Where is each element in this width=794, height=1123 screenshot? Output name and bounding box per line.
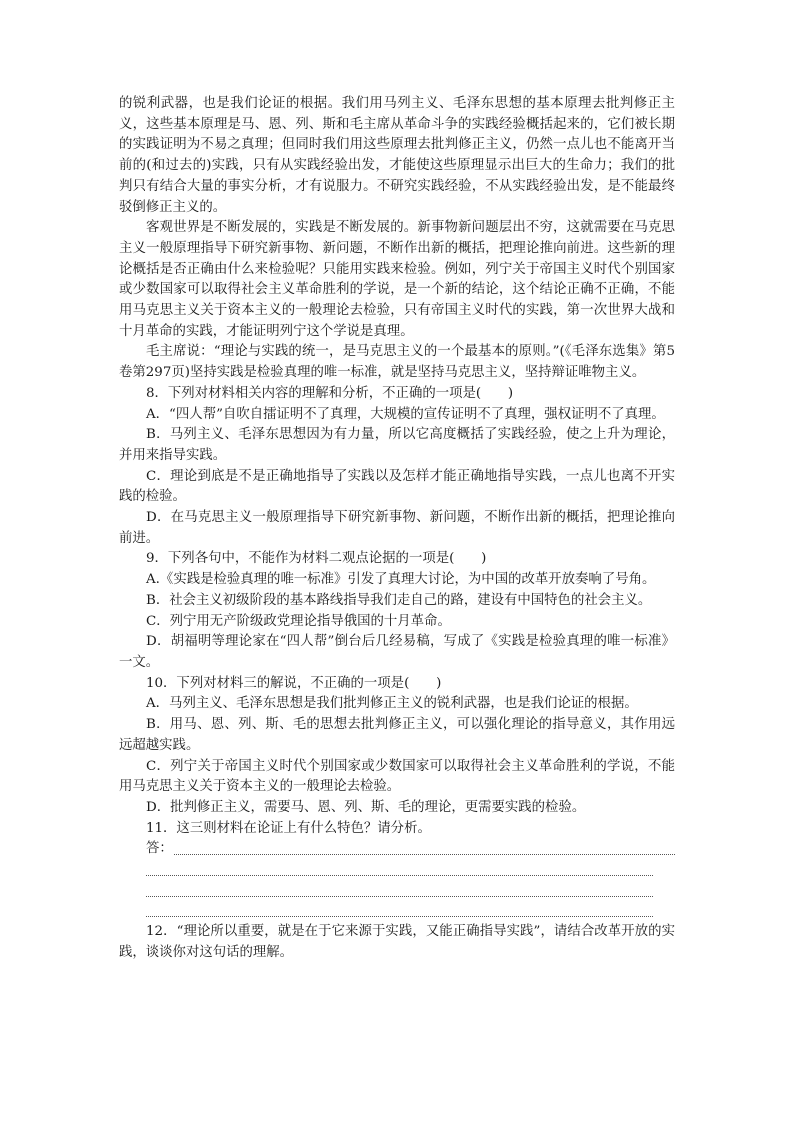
question-stem: 10．下列对材料三的解说，不正确的一项是( ) [146, 675, 442, 691]
option-a: A.《实践是检验真理的唯一标准》引发了真理大讨论，为中国的改革开放奏响了号角。 [146, 572, 656, 588]
question-stem: 8．下列对材料相关内容的理解和分析，不正确的一项是( ) [146, 385, 514, 401]
question-stem: 12．“理论所以重要，就是在于它来源于实践，又能正确指导实践”，请结合改革开放的实践，谈谈你对这句话的理解。 [119, 924, 675, 960]
question-stem: 11．这三则材料在论证上有什么特色？请分析。 [146, 820, 431, 836]
answer-label: 答： [146, 841, 173, 857]
answer-line[interactable] [119, 860, 675, 881]
answer-line[interactable] [119, 839, 675, 860]
option-b: B．社会主义初级阶段的基本路线指导我们走自己的路，建设有中国特色的社会主义。 [146, 592, 652, 608]
answer-dotted-line [146, 896, 653, 897]
option-d: D．胡福明等理论家在“四人帮”倒台后几经易稿，写成了《实践是检验真理的唯一标准》一文。 [119, 634, 675, 670]
option-b: B．用马、恩、列、斯、毛的思想去批判修正主义，可以强化理论的指导意义，其作用远远超越实践。 [119, 717, 675, 753]
option-b: B．马列主义、毛泽东思想因为有力量，所以它高度概括了实践经验，使之上升为理论，并用来指导实践。 [119, 427, 675, 463]
answer-dotted-line [146, 916, 653, 917]
answer-line[interactable] [119, 881, 675, 902]
material-paragraph: 客观世界是不断发展的，实践是不断发展的。新事物新问题层出不穷，这就需要在马克思主义一般原理指导下研究新事物、新问题，不断作出新的概括，把理论推向前进。这些新的理论概括是否正确由什么来检验呢？只能用实践来检验。例如，列宁关于帝国主义时代个别国家或少数国家可以取得社会主义革命胜利的学说，是一个新的结论，这个结论正确不正确，不能用马克思主义关于资本主义的一般理论去检验，只有帝国主义时代的实践，第一次世界大战和十月革命的实践，才能证明列宁这个学说是真理。 [119, 220, 675, 339]
option-c: C．理论到底是不是正确地指导了实践以及怎样才能正确地指导实践，一点儿也离不开实践的检验。 [119, 468, 675, 505]
option-c: C．列宁关于帝国主义时代个别国家或少数国家可以取得社会主义革命胜利的学说，不能用马克思主义关于资本主义的一般理论去检验。 [119, 758, 675, 795]
option-c: C．列宁用无产阶级政党理论指导俄国的十月革命。 [146, 613, 451, 629]
question-8 [119, 384, 675, 550]
material-paragraph: 的锐利武器，也是我们论证的根据。我们用马列主义、毛泽东思想的基本原理去批判修正主义，这些基本原理是马、恩、列、斯和毛主席从革命斗争的实践经验概括起来的，它们被长期的实践证明为不易之真理；但同时我们用这些原理去批判修正主义，仍然一点儿也不能离开当前的(和过去的)实践，只有从实践经验出发，才能使这些原理显示出巨大的生命力；我们的批判只有结合大量的事实分析，才有说服力。不研究实践经验，不从实践经验出发，是不能最终驳倒修正主义的。 [119, 96, 675, 215]
document-body [119, 94, 675, 963]
option-d: D．批判修正主义，需要马、恩、列、斯、毛的理论，更需要实践的检验。 [146, 799, 586, 815]
answer-line[interactable] [119, 901, 675, 922]
option-a: A．“四人帮”自吹自擂证明不了真理，大规模的宣传证明不了真理，强权证明不了真理。 [146, 406, 665, 422]
question-9 [119, 549, 675, 673]
material-paragraph: 毛主席说：“理论与实践的统一，是马克思主义的一个最基本的原则。”(《毛泽东选集》第5卷第297页)坚持实践是检验真理的唯一标准，就是坚持马克思主义，坚持辩证唯物主义。 [119, 344, 675, 381]
option-d: D．在马克思主义一般原理指导下研究新事物、新问题，不断作出新的概括，把理论推向前进。 [119, 510, 675, 546]
answer-dotted-line [174, 854, 675, 855]
question-12 [119, 922, 675, 963]
question-stem: 9．下列各句中，不能作为材料二观点论据的一项是( ) [146, 551, 487, 567]
question-10 [119, 674, 675, 819]
option-a: A．马列主义、毛泽东思想是我们批判修正主义的锐利武器，也是我们论证的根据。 [146, 696, 638, 712]
answer-dotted-line [146, 875, 653, 876]
question-11 [119, 819, 675, 922]
